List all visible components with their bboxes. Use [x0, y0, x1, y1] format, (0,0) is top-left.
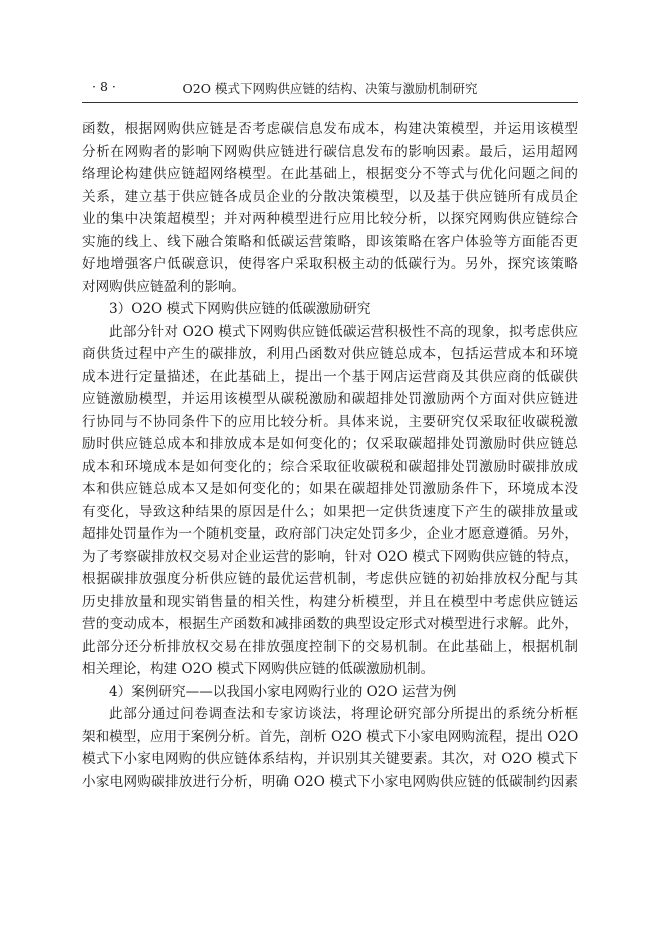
- text-line: 此部分针对 O2O 模式下网购供应链低碳运营积极性不高的现象，拟考虑供应: [109, 323, 578, 340]
- text-line: 励时供应链总成本和排放成本是如何变化的；仅采取碳超排处罚激励时供应链总: [82, 436, 578, 452]
- header-rule: [82, 102, 578, 103]
- section-heading: 3）O2O 模式下网购供应链的低碳激励研究: [109, 301, 371, 317]
- text-line: 关系，建立基于供应链各成员企业的分散决策模型，以及基于供应链所有成员企: [82, 188, 578, 205]
- text-line: 对网购供应链盈利的影响。: [82, 278, 246, 295]
- text-line: 好地增强客户低碳意识，使得客户采取积极主动的低碳行为。另外，探究该策略: [82, 256, 578, 272]
- text-line: 架和模型，应用于案例分析。首先，剖析 O2O 模式下小家电网购流程，提出 O2O: [82, 728, 578, 745]
- text-line: 根据碳排放强度分析供应链的最优运营机制，考虑供应链的初始排放权分配与其: [82, 571, 578, 587]
- text-line: 成本进行定量描述，在此基础上，提出一个基于网店运营商及其供应商的低碳供: [82, 368, 578, 385]
- text-line: 模式下小家电网购的供应链体系结构，并识别其关键要素。其次，对 O2O 模式下: [82, 751, 578, 767]
- text-line: 函数，根据网购供应链是否考虑碳信息发布成本，构建决策模型，并运用该模型: [82, 121, 578, 137]
- running-title: O2O 模式下网购供应链的结构、决策与激励机制研究: [182, 81, 478, 96]
- text-line: 络理论构建供应链超网络模型。在此基础上，根据变分不等式与优化问题之间的: [82, 166, 578, 182]
- text-line: 营的变动成本，根据生产函数和减排函数的典型设定形式对模型进行求解。此外，: [82, 616, 578, 632]
- section-heading: 4）案例研究——以我国小家电网购行业的 O2O 运营为例: [109, 683, 457, 700]
- text-line: 成本和环境成本是如何变化的；综合采取征收碳税和碳超排处罚激励时碳排放成: [82, 458, 578, 475]
- text-line: 此部分通过问卷调查法和专家访谈法，将理论研究部分所提出的系统分析框: [109, 706, 578, 722]
- body-text: [82, 118, 578, 793]
- text-line: 小家电网购碳排放进行分析，明确 O2O 模式下小家电网购供应链的低碳制约因素: [82, 773, 578, 790]
- text-line: 为了考察碳排放权交易对企业运营的影响，针对 O2O 模式下网购供应链的特点，: [82, 548, 578, 565]
- text-line: 应链激励模型，并运用该模型从碳税激励和碳超排处罚激励两个方面对供应链进: [82, 391, 578, 407]
- text-line: 本和供应链总成本又是如何变化的；如果在碳超排处罚激励条件下，环境成本没: [82, 481, 578, 497]
- text-line: 相关理论，构建 O2O 模式下网购供应链的低碳激励机制。: [82, 661, 435, 677]
- text-line: 实施的线上、线下融合策略和低碳运营策略，即该策略在客户体验等方面能否更: [82, 233, 578, 250]
- text-line: 历史排放量和现实销售量的相关性，构建分析模型，并且在模型中考虑供应链运: [82, 593, 578, 610]
- text-line: 商供货过程中产生的碳排放，利用凸函数对供应链总成本，包括运营成本和环境: [82, 346, 578, 362]
- text-line: 超排处罚量作为一个随机变量，政府部门决定处罚多少，企业才愿意遵循。另外，: [82, 526, 578, 542]
- page-number: · 8 ·: [92, 79, 116, 94]
- text-line: 此部分还分析排放权交易在排放强度控制下的交易机制。在此基础上，根据机制: [82, 638, 578, 655]
- text-line: 分析在网购者的影响下网购供应链进行碳信息发布的影响因素。最后，运用超网: [82, 143, 578, 160]
- text-line: 行协同与不协同条件下的应用比较分析。具体来说，主要研究仅采取征收碳税激: [82, 413, 578, 430]
- text-line: 业的集中决策超模型；并对两种模型进行应用比较分析，以探究网购供应链综合: [82, 211, 578, 227]
- running-header: [82, 79, 578, 99]
- text-line: 有变化，导致这种结果的原因是什么；如果把一定供货速度下产生的碳排放量或: [82, 503, 578, 520]
